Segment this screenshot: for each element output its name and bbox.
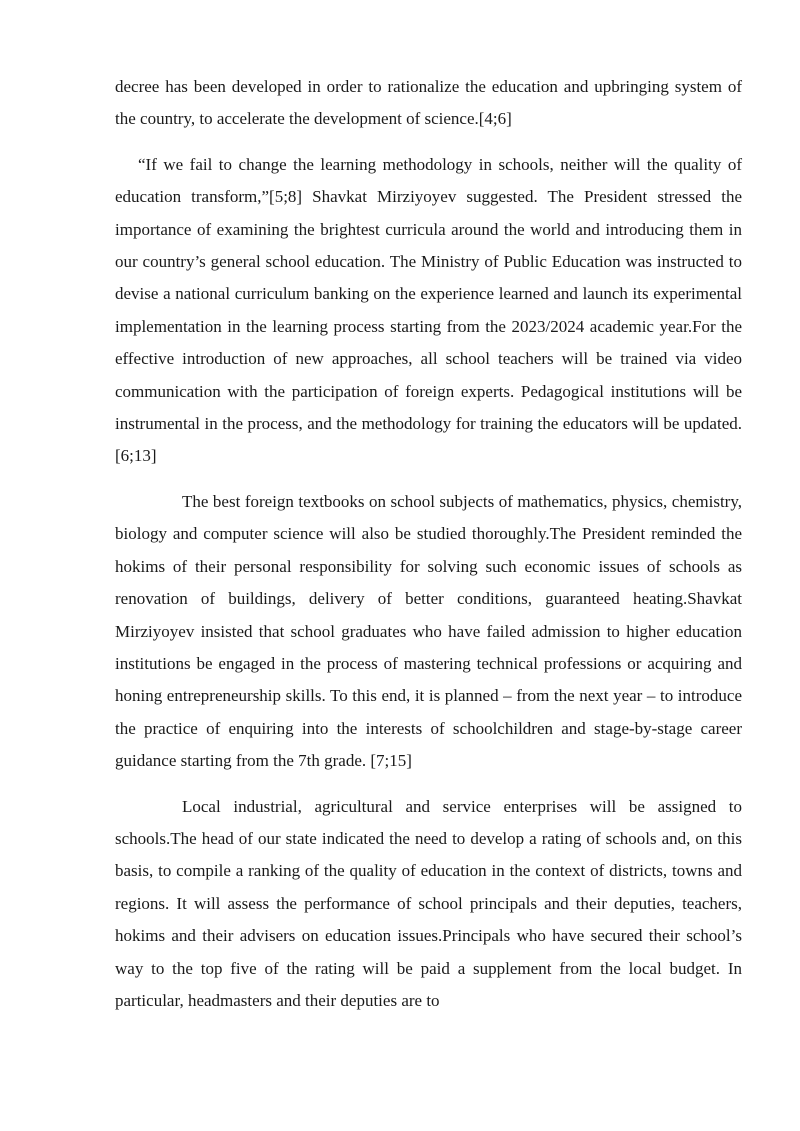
paragraph-school-rating: Local industrial, agricultural and service enterprises will be assigned to schools.The head of our state indicated the need to develop a rating of schools and, on this basis, to compile a ranking of the quality of education in the context of districts, towns and regions. It will assess the performance of school principals and their deputies, teachers, hokims and their advisers on education issues.Principals who have secured their school’s way to the top five of the rating will be paid a supplement from the local budget. In particular, headmasters and their deputies are to — [115, 796, 742, 1010]
paragraph-foreign-textbooks: The best foreign textbooks on school subjects of mathematics, physics, chemistry, biology and computer science will also be studied thoroughly.The President reminded the hokims of their personal responsibility for solving such economic issues of schools as renovation of buildings, delivery of better conditions, guaranteed heating.Shavkat Mirziyoyev insisted that school graduates who have failed admission to higher education institutions be engaged in the process of mastering technical professions or acquiring and honing entrepreneurship skills. To this end, it is planned – from the next year – to introduce the practice of enquiring into the interests of schoolchildren and stage-by-stage career guidance starting from the 7th grade. [7;15] — [115, 491, 742, 771]
paragraph-methodology-quote: “If we fail to change the learning methodology in schools, neither will the quality of education transform,”[5;8] Shavkat Mirziyoyev suggested. The President stressed the importance of examining the brightest curricula around the world and introducing them in our country’s general school education. The Ministry of Public Education was instructed to devise a national curriculum banking on the experience learned and launch its experimental implementation in the learning process starting from the 2023/2024 academic year.For the effective introduction of new approaches, all school teachers will be trained via video communication with the participation of foreign experts. Pedagogical institutions will be instrumental in the process, and the methodology for training the educators will be updated.[6;13] — [115, 154, 742, 466]
document-page — [115, 71, 742, 1017]
paragraph-decree: decree has been developed in order to rationalize the education and upbringing system of the country, to accelerate the development of science.[4;6] — [115, 77, 742, 129]
